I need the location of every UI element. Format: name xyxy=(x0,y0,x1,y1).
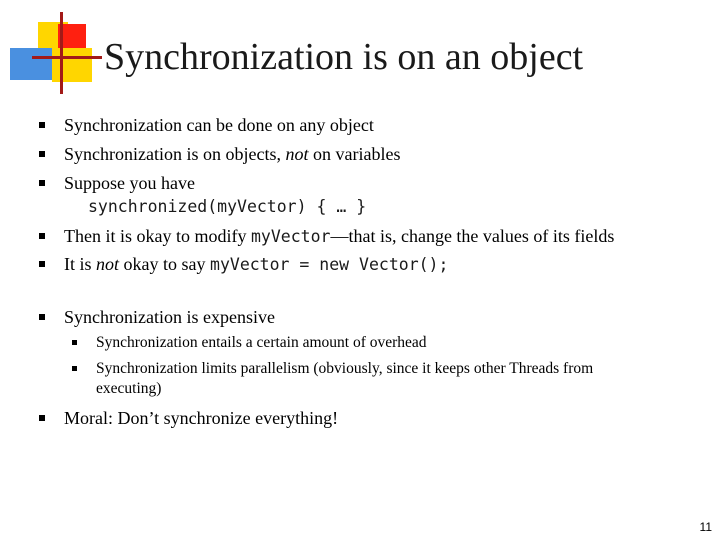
bullet-text xyxy=(64,407,338,429)
bullet-text xyxy=(64,306,275,328)
bullet-5-emphasis: not xyxy=(96,254,120,274)
bullet-5-pre: It is xyxy=(64,254,97,274)
logo-yellow-square-lower xyxy=(52,48,92,82)
bullet-marker xyxy=(39,314,45,320)
bullet-5-mid: okay to say xyxy=(119,254,211,274)
page-number: 11 xyxy=(699,520,712,534)
bullet-5-code: myVector = new Vector(); xyxy=(210,255,449,274)
bullet-6-text: Synchronization is expensive xyxy=(64,307,275,327)
slide-logo xyxy=(0,0,110,100)
bullet-marker xyxy=(39,122,45,128)
code-line: synchronized(myVector) { … } xyxy=(88,197,367,216)
logo-horizontal-line xyxy=(32,56,102,59)
bullet-marker xyxy=(39,233,45,239)
logo-blue-square xyxy=(10,48,52,80)
sub-bullet-marker xyxy=(72,340,77,345)
sub-bullet-text: Synchronization limits parallelism (obviously, since it keeps other Threads from xyxy=(96,360,594,377)
bullet-marker xyxy=(39,151,45,157)
sub-bullet-text-continued: executing) xyxy=(96,380,162,397)
bullet-marker xyxy=(39,180,45,186)
bullet-marker xyxy=(39,261,45,267)
logo-vertical-line xyxy=(60,12,63,94)
bullet-text xyxy=(64,114,374,136)
bullet-2-post: on variables xyxy=(308,144,401,164)
bullet-text xyxy=(64,253,448,276)
bullet-7-text: Moral: Don’t synchronize everything! xyxy=(64,408,339,428)
bullet-text xyxy=(64,225,614,248)
bullet-2-emphasis: not xyxy=(285,144,309,164)
bullet-1-text: Synchronization can be done on any object xyxy=(64,115,374,135)
bullet-text xyxy=(64,143,400,165)
sub-bullet-marker xyxy=(72,366,77,371)
bullet-4-code: myVector xyxy=(250,227,331,246)
bullet-4-pre: Then it is okay to modify xyxy=(64,226,251,246)
sub-bullet-text: Synchronization entails a certain amount of overhead xyxy=(96,334,427,351)
bullet-marker xyxy=(39,415,45,421)
bullet-text xyxy=(64,172,195,194)
slide-title: Synchronization is on an object xyxy=(104,36,584,78)
bullet-4-post: —that is, change the values of its fields xyxy=(330,226,615,246)
bullet-2-pre: Synchronization is on objects, xyxy=(64,144,286,164)
bullet-3-text: Suppose you have xyxy=(64,173,195,193)
